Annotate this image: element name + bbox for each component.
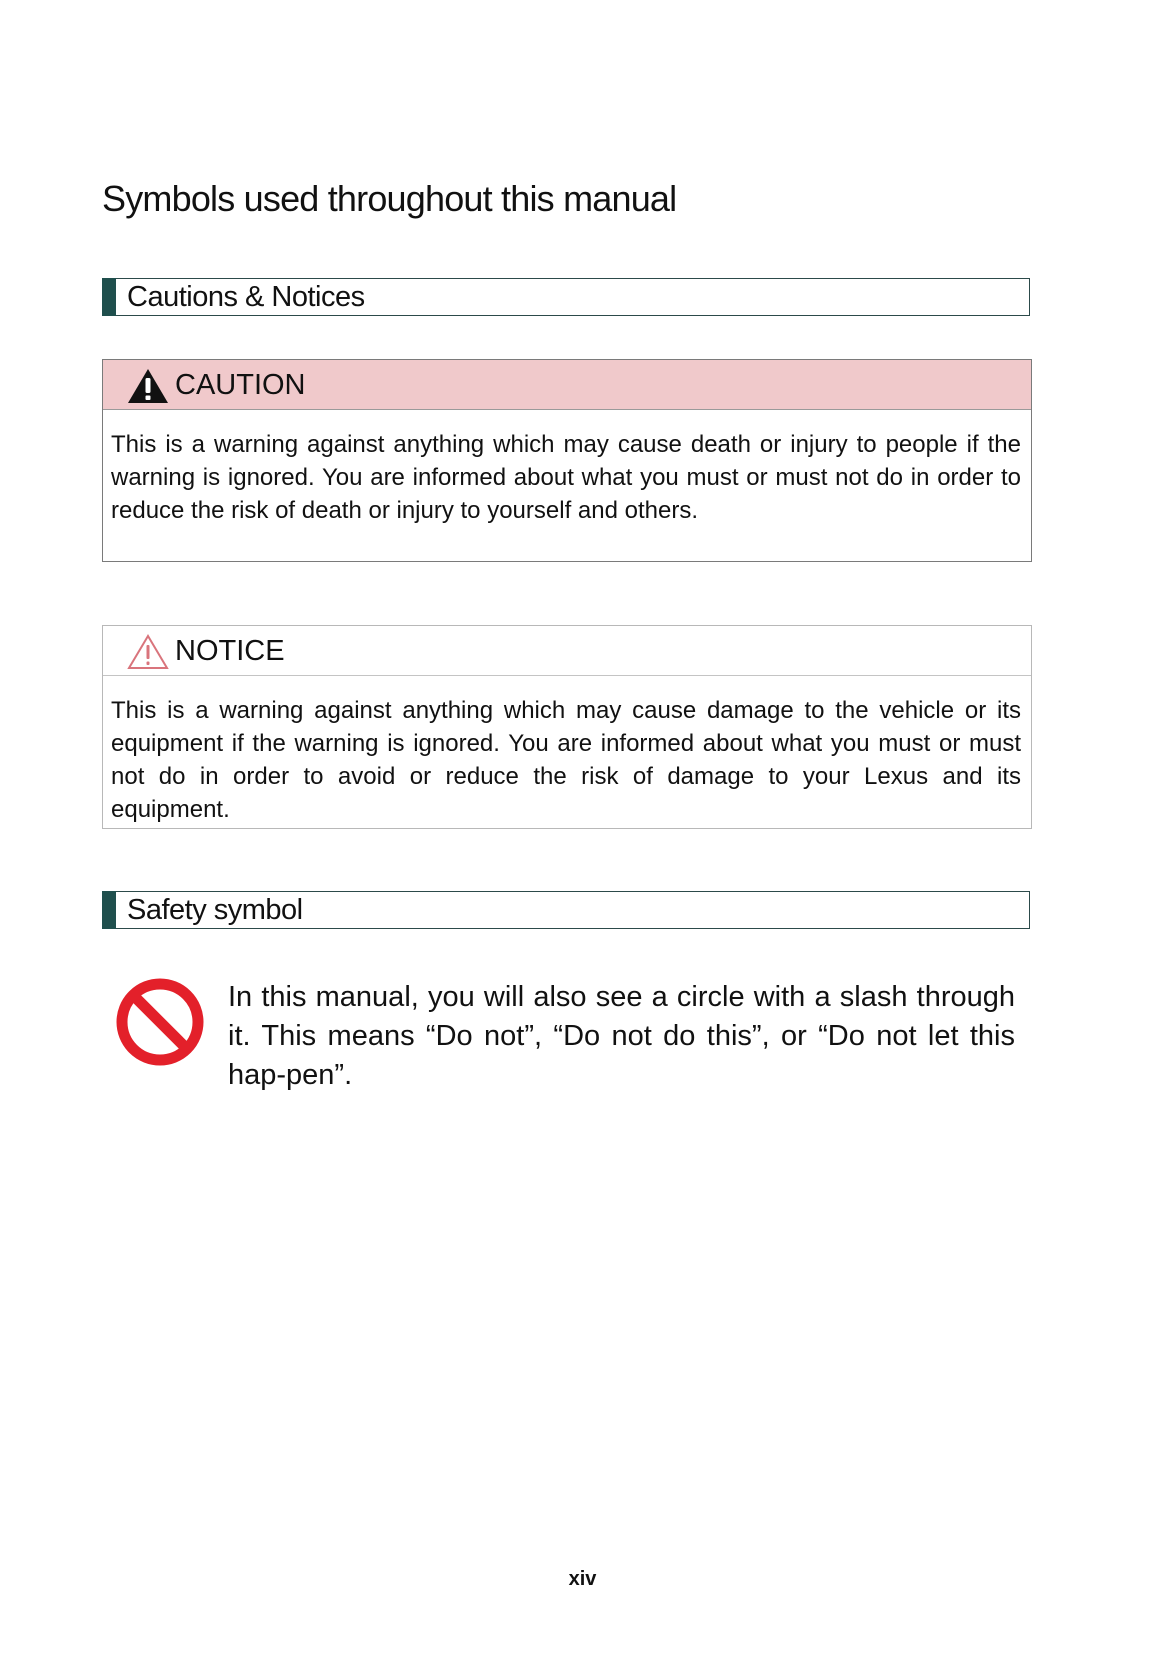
page-title: Symbols used throughout this manual [102,178,677,219]
prohibition-icon [115,977,205,1067]
notice-label: NOTICE [175,635,285,667]
section-header-bar [102,278,116,316]
notice-header [103,626,1031,676]
caution-box [102,359,1032,562]
caution-text: This is a warning against anything which may cause death or injury to people if the warning is ignored. You are informed about what you must or must not do in order to reduce the risk of death or injury to yourself and others. [111,431,1021,524]
notice-text: This is a warning against anything which may cause damage to the vehicle or its equipment if the warning is ignored. You are informed about what you must or must not do in order to avoid or reduce the risk of damage to your Lexus and its equipment. [111,697,1021,823]
warning-triangle-outline-icon [127,634,169,670]
page-number: xiv [568,1568,597,1590]
section-heading: Safety symbol [127,894,303,926]
safety-symbol-text: In this manual, you will also see a circle with a slash through it. This means “Do not”, “Do not do this”, or “Do not let this hap-pen”. [228,981,1015,1091]
caution-label: CAUTION [175,369,306,401]
warning-triangle-icon [127,368,169,404]
section-header-cautions-notices [102,278,1030,316]
section-header-bar [102,891,116,929]
caution-header [103,360,1031,410]
section-heading: Cautions & Notices [127,281,365,313]
notice-box [102,625,1032,829]
section-header-safety-symbol [102,891,1030,929]
